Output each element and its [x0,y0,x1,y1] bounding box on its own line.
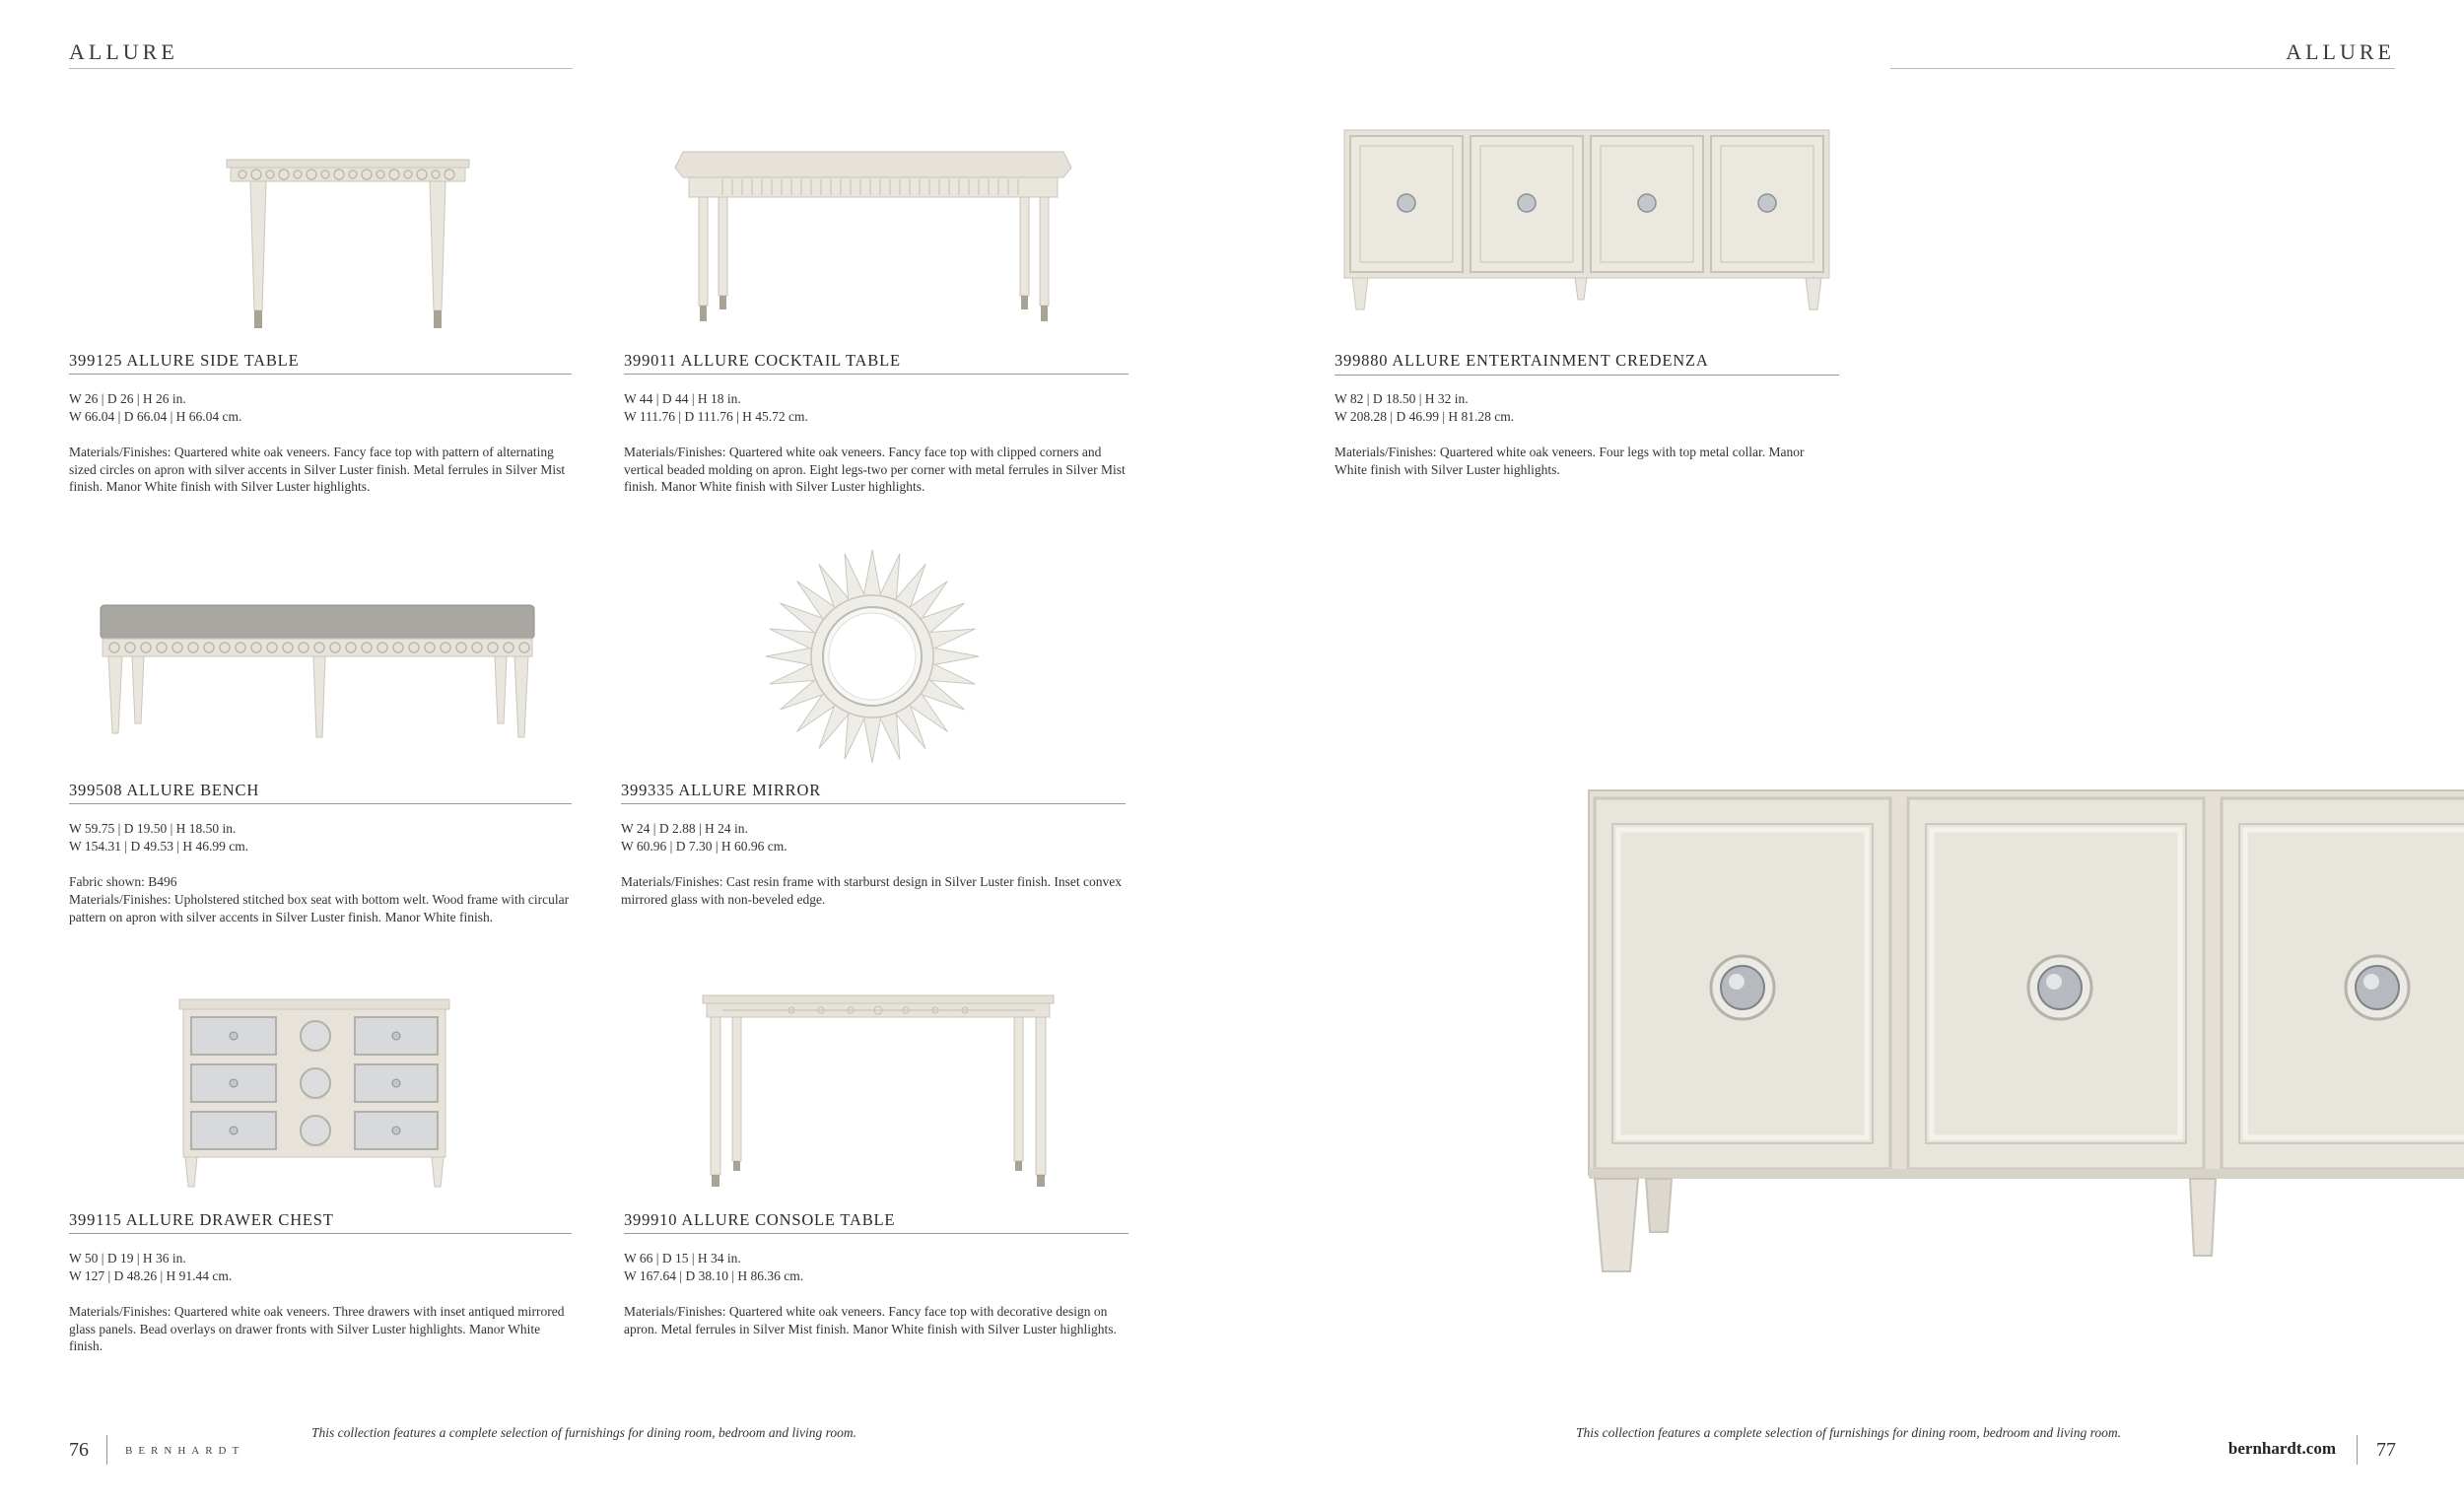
footer-separator-right [2357,1435,2358,1465]
mirror-dims-cm: W 60.96 | D 7.30 | H 60.96 cm. [621,839,787,854]
cocktail-table-dims-cm: W 111.76 | D 111.76 | H 45.72 cm. [624,409,808,424]
product-cocktail-table [624,118,1129,513]
bench-dims-cm: W 154.31 | D 49.53 | H 46.99 cm. [69,839,249,854]
credenza-rule [1335,375,1839,376]
side-table-dims-cm: W 66.04 | D 66.04 | H 66.04 cm. [69,409,242,424]
header-rule-right [1890,68,2395,69]
mirror-dims-in: W 24 | D 2.88 | H 24 in. [621,821,748,836]
footer-note-left: This collection features a complete selection of furnishings for dining room, bedroom and living room. [311,1425,856,1440]
cocktail-table-title: 399011 ALLURE COCKTAIL TABLE [624,351,901,370]
running-head-right: ALLURE [2286,39,2395,64]
drawer-chest-dims-in: W 50 | D 19 | H 36 in. [69,1251,186,1266]
product-entertainment-credenza [1335,118,1839,513]
cocktail-table-dims-in: W 44 | D 44 | H 18 in. [624,391,741,406]
credenza-dims-cm: W 208.28 | D 46.99 | H 81.28 cm. [1335,409,1515,424]
credenza-title: 399880 ALLURE ENTERTAINMENT CREDENZA [1335,351,1709,370]
console-table-rule [624,1233,1129,1234]
product-bench [69,548,574,962]
cocktail-table-rule [624,374,1129,375]
console-table-dims-in: W 66 | D 15 | H 34 in. [624,1251,741,1266]
cocktail-table-description: Materials/Finishes: Quartered white oak veneers. Fancy face top with clipped corners and vertical beaded molding on apron. Eight legs-two per corner with metal ferrules in Silver Mist finish. Manor White finish with Silver Luster highlights. [624,445,1126,494]
side-table-description: Materials/Finishes: Quartered white oak veneers. Fancy face top with pattern of alternating sized circles on apron with silver accents in Silver Luster finish. Metal ferrules in Silver Mist finish. Manor White finish with Silver Luster highlights. [69,445,566,494]
bench-fabric: Fabric shown: B496 [69,874,177,889]
brand-name: BERNHARDT [125,1445,245,1457]
console-table-title: 399910 ALLURE CONSOLE TABLE [624,1210,896,1229]
drawer-chest-title: 399115 ALLURE DRAWER CHEST [69,1210,334,1229]
product-console-table [624,978,1129,1372]
page-number-left: 76 [69,1439,89,1461]
mirror-description: Materials/Finishes: Cast resin frame with starburst design in Silver Luster finish. Inset convex mirrored glass with non-beveled edge. [621,874,1123,907]
console-table-description: Materials/Finishes: Quartered white oak veneers. Fancy face top with decorative design on apron. Metal ferrules in Silver Mist finish. Manor White finish with Silver Luster highlights. [624,1304,1117,1336]
product-mirror [621,548,1126,962]
bench-description: Materials/Finishes: Upholstered stitched box seat with bottom welt. Wood frame with circular pattern on apron with silver accents in Silver Luster finish. Manor White finish. [69,892,570,924]
credenza-image [1335,126,1839,323]
side-table-dims-in: W 26 | D 26 | H 26 in. [69,391,186,406]
console-table-dims-cm: W 167.64 | D 38.10 | H 86.36 cm. [624,1268,804,1283]
footer-note-right: This collection features a complete selection of furnishings for dining room, bedroom and living room. [1576,1425,2121,1440]
product-drawer-chest [69,978,574,1372]
drawer-chest-dims-cm: W 127 | D 48.26 | H 91.44 cm. [69,1268,233,1283]
mirror-image [621,548,1126,765]
side-table-title: 399125 ALLURE SIDE TABLE [69,351,300,370]
cocktail-table-image [624,138,1129,335]
credenza-description: Materials/Finishes: Quartered white oak veneers. Four legs with top metal collar. Manor White finish with Silver Luster highlights. [1335,445,1805,477]
mirror-title: 399335 ALLURE MIRROR [621,781,822,799]
product-side-table [69,118,574,513]
footer-separator-left [106,1435,107,1465]
side-table-image [69,138,574,335]
bench-image [69,568,574,765]
bench-title: 399508 ALLURE BENCH [69,781,260,799]
drawer-chest-rule [69,1233,572,1234]
bench-dims-in: W 59.75 | D 19.50 | H 18.50 in. [69,821,237,836]
website-link[interactable]: bernhardt.com [2227,1439,2336,1458]
running-head-left: ALLURE [69,39,178,64]
console-table-image [624,993,1129,1195]
credenza-dims-in: W 82 | D 18.50 | H 32 in. [1335,391,1469,406]
side-table-rule [69,374,572,375]
drawer-chest-description: Materials/Finishes: Quartered white oak veneers. Three drawers with inset antiqued mirrored glass panels. Bead overlays on drawer fronts with Silver Luster highlights. Manor White finish. [69,1304,565,1353]
bench-rule [69,803,572,804]
drawer-chest-image [69,993,574,1195]
mirror-rule [621,803,1126,804]
header-rule-left [69,68,573,69]
page-number-right: 77 [2376,1439,2396,1461]
credenza-hero-image [1577,779,2464,1281]
